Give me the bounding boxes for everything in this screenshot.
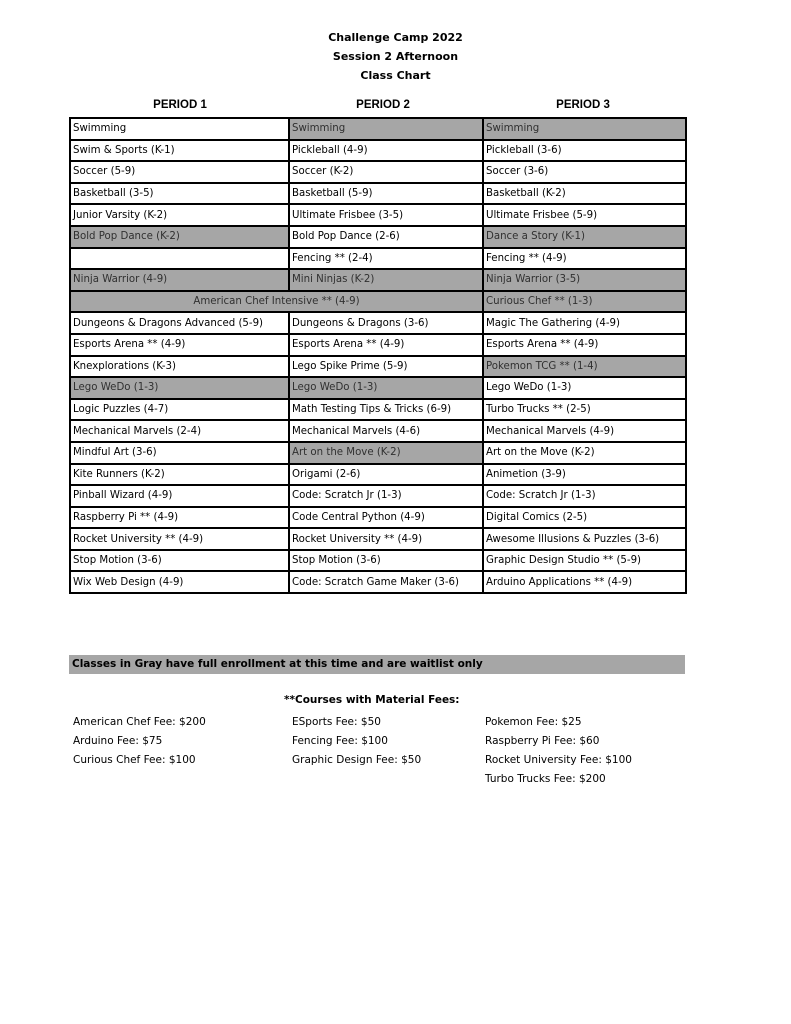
fee-item: Fencing Fee: $100 [292,735,388,747]
period-1-header: PERIOD 1 [153,99,207,111]
class-row [70,485,686,507]
class-cell: Kite Runners (K-2) [70,464,289,486]
class-cell: Turbo Trucks ** (2-5) [483,399,686,421]
class-cell: Lego WeDo (1-3) [289,377,483,399]
class-cell: Code Central Python (4-9) [289,507,483,529]
class-cell: Code: Scratch Jr (1-3) [483,485,686,507]
fee-item: Curious Chef Fee: $100 [73,754,196,766]
waitlist-note: Classes in Gray have full enrollment at this time and are waitlist only [69,655,685,674]
class-row [70,571,686,593]
class-cell: Animetion (3-9) [483,464,686,486]
class-cell: Origami (2-6) [289,464,483,486]
class-row [70,204,686,226]
class-row [70,161,686,183]
document-title: Challenge Camp 2022 [328,31,463,44]
class-cell: Pokemon TCG ** (1-4) [483,356,686,378]
class-cell: Mechanical Marvels (4-6) [289,420,483,442]
fee-item: Arduino Fee: $75 [73,735,163,747]
class-cell: Junior Varsity (K-2) [70,204,289,226]
class-row [70,356,686,378]
class-cell: Ninja Warrior (3-5) [483,269,686,291]
class-row [70,528,686,550]
class-cell: Awesome Illusions & Puzzles (3-6) [483,528,686,550]
class-cell: Pickleball (4-9) [289,140,483,162]
class-cell: Logic Puzzles (4-7) [70,399,289,421]
class-cell: Soccer (K-2) [289,161,483,183]
period-3-header: PERIOD 3 [556,99,610,111]
class-row [70,183,686,205]
chart-label: Class Chart [360,69,431,82]
class-cell: Rocket University ** (4-9) [70,528,289,550]
class-row [70,377,686,399]
class-row [70,226,686,248]
class-row [70,248,686,270]
class-cell: Dance a Story (K-1) [483,226,686,248]
class-cell: Ultimate Frisbee (5-9) [483,204,686,226]
class-row [70,420,686,442]
material-fees-heading: **Courses with Material Fees: [284,694,460,706]
fee-item: Turbo Trucks Fee: $200 [485,773,606,785]
fee-item: American Chef Fee: $200 [73,716,206,728]
class-cell: Fencing ** (4-9) [483,248,686,270]
class-row [70,334,686,356]
class-cell: Knexplorations (K-3) [70,356,289,378]
class-cell: Stop Motion (3-6) [70,550,289,572]
class-cell [70,248,289,270]
class-cell: Arduino Applications ** (4-9) [483,571,686,593]
fee-column-1 [73,713,206,770]
class-cell: Ninja Warrior (4-9) [70,269,289,291]
class-cell: Esports Arena ** (4-9) [289,334,483,356]
class-cell: Wix Web Design (4-9) [70,571,289,593]
class-cell: Swimming [70,118,289,140]
fee-item: Graphic Design Fee: $50 [292,754,422,766]
fee-item: Raspberry Pi Fee: $60 [485,735,600,747]
class-cell: Lego Spike Prime (5-9) [289,356,483,378]
class-cell: Pickleball (3-6) [483,140,686,162]
fee-item: Pokemon Fee: $25 [485,716,582,728]
fee-column-2 [292,713,421,770]
class-cell: Swimming [483,118,686,140]
class-row [70,312,686,334]
class-cell: Mini Ninjas (K-2) [289,269,483,291]
class-cell: Basketball (5-9) [289,183,483,205]
class-cell: Art on the Move (K-2) [289,442,483,464]
class-cell: Lego WeDo (1-3) [483,377,686,399]
class-cell: Bold Pop Dance (2-6) [289,226,483,248]
document-title-block [0,28,791,85]
class-cell: Pinball Wizard (4-9) [70,485,289,507]
class-cell: American Chef Intensive ** (4-9) [70,291,483,313]
class-cell: Graphic Design Studio ** (5-9) [483,550,686,572]
class-cell: Code: Scratch Jr (1-3) [289,485,483,507]
class-cell: Digital Comics (2-5) [483,507,686,529]
class-row [70,507,686,529]
class-row [70,399,686,421]
class-row [70,442,686,464]
fee-item: Rocket University Fee: $100 [485,754,632,766]
class-cell: Dungeons & Dragons (3-6) [289,312,483,334]
class-cell: Soccer (5-9) [70,161,289,183]
class-cell: Fencing ** (2-4) [289,248,483,270]
class-cell: Magic The Gathering (4-9) [483,312,686,334]
class-cell: Soccer (3-6) [483,161,686,183]
class-cell: Mechanical Marvels (4-9) [483,420,686,442]
class-row [70,550,686,572]
class-cell: Art on the Move (K-2) [483,442,686,464]
class-cell: Swim & Sports (K-1) [70,140,289,162]
class-cell: Mindful Art (3-6) [70,442,289,464]
class-chart-table [69,117,687,594]
class-cell: Math Testing Tips & Tricks (6-9) [289,399,483,421]
class-chart-body [70,118,686,593]
class-cell: Raspberry Pi ** (4-9) [70,507,289,529]
class-cell: Stop Motion (3-6) [289,550,483,572]
class-cell: Basketball (K-2) [483,183,686,205]
class-cell: Mechanical Marvels (2-4) [70,420,289,442]
fee-column-3 [485,713,632,789]
class-row [70,269,686,291]
class-cell: Esports Arena ** (4-9) [70,334,289,356]
class-row [70,140,686,162]
class-cell: Curious Chef ** (1-3) [483,291,686,313]
class-cell: Ultimate Frisbee (3-5) [289,204,483,226]
period-2-header: PERIOD 2 [356,99,410,111]
class-cell: Basketball (3-5) [70,183,289,205]
class-cell: Lego WeDo (1-3) [70,377,289,399]
class-cell: Rocket University ** (4-9) [289,528,483,550]
class-row [70,291,686,313]
class-cell: Swimming [289,118,483,140]
class-row [70,118,686,140]
class-cell: Bold Pop Dance (K-2) [70,226,289,248]
class-row [70,464,686,486]
class-cell: Dungeons & Dragons Advanced (5-9) [70,312,289,334]
class-cell: Esports Arena ** (4-9) [483,334,686,356]
document-subtitle: Session 2 Afternoon [332,50,459,63]
class-cell: Code: Scratch Game Maker (3-6) [289,571,483,593]
fee-item: ESports Fee: $50 [292,716,381,728]
